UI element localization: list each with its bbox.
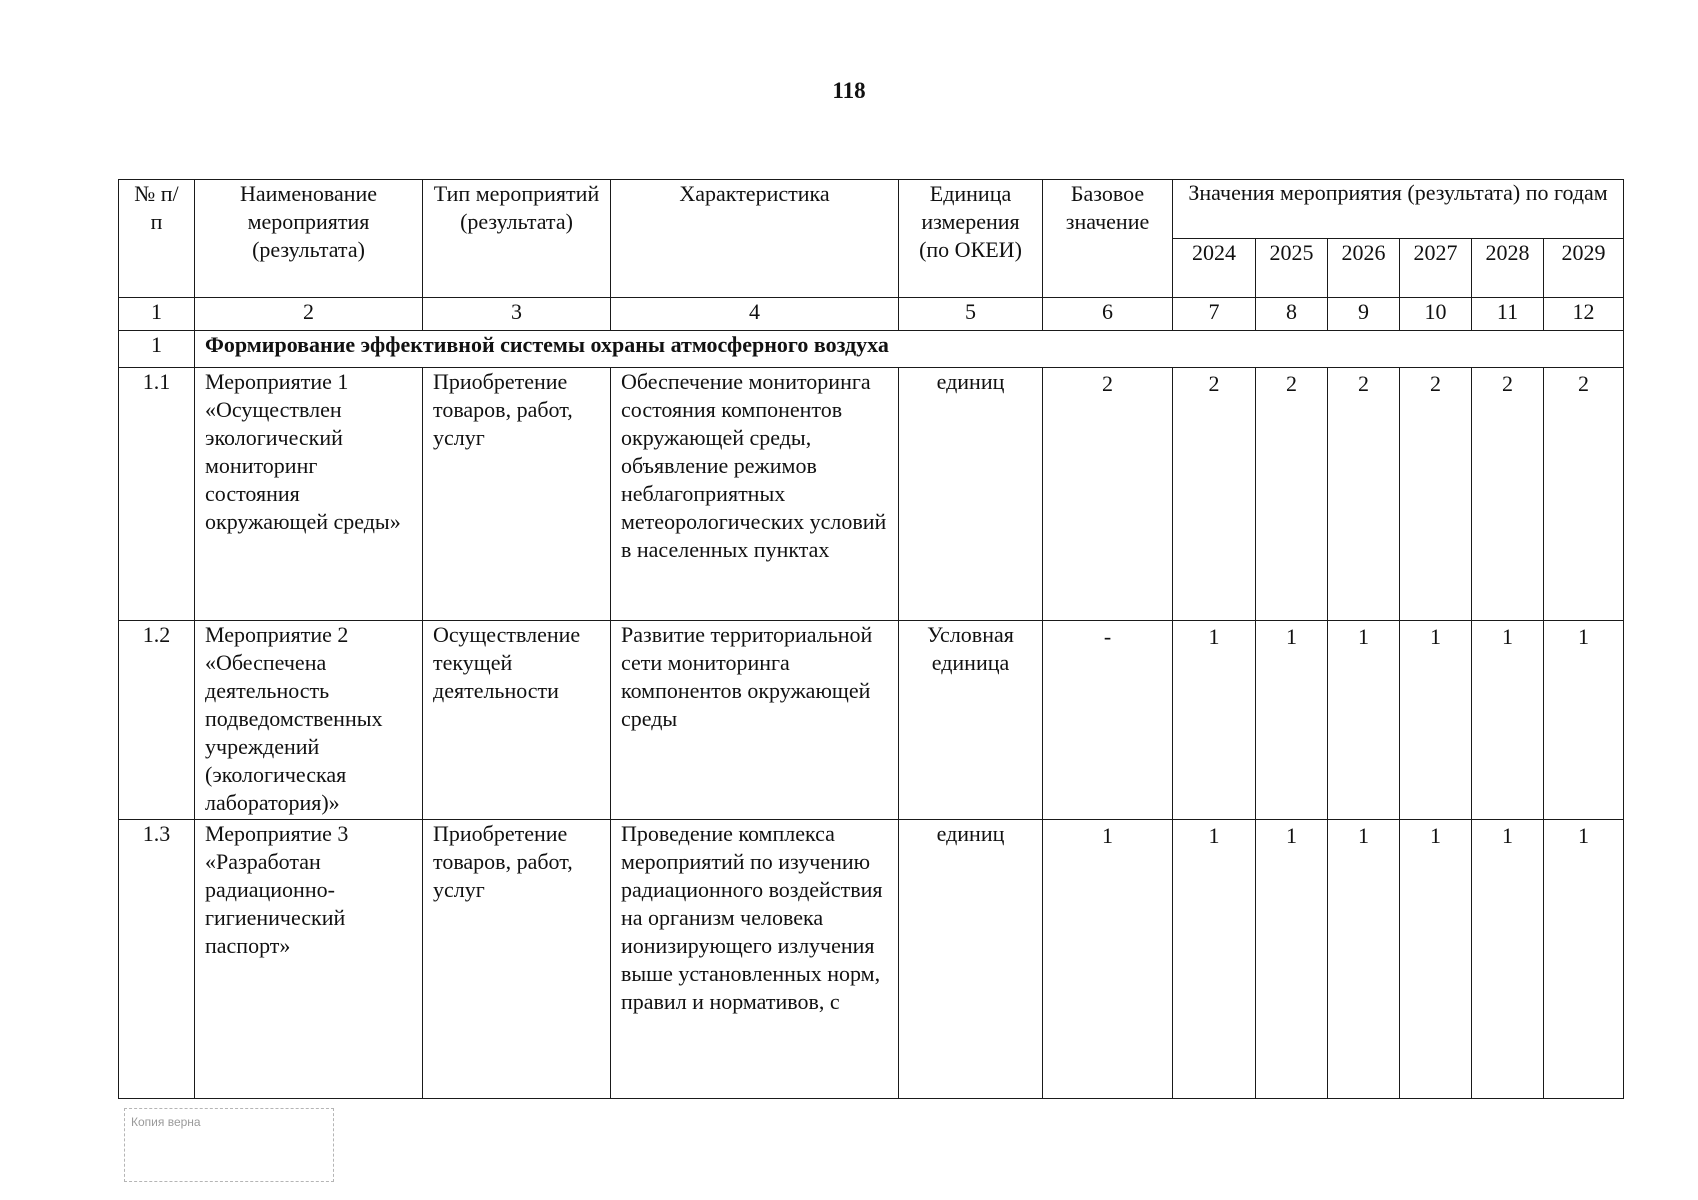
header-year: 2026: [1328, 239, 1400, 298]
table-row: [119, 820, 1624, 1099]
column-number: 3: [423, 298, 611, 331]
header-characteristic: Характеристика: [611, 180, 899, 298]
row-value: 1: [1256, 820, 1328, 1099]
row-value: 1: [1328, 820, 1400, 1099]
row-value: 2: [1256, 368, 1328, 621]
stamp-line: Копия верна: [131, 1115, 201, 1129]
column-number: 6: [1043, 298, 1173, 331]
column-number-row: [119, 298, 1624, 331]
row-name: Мероприятие 2 «Обеспечена деятельность подведомственных учреждений (экологическая лаборатория)»: [195, 621, 423, 820]
row-value: 1: [1472, 820, 1544, 1099]
column-number: 10: [1400, 298, 1472, 331]
table-row: [119, 621, 1624, 820]
row-value: 1: [1256, 621, 1328, 820]
column-number: 2: [195, 298, 423, 331]
header-year: 2029: [1544, 239, 1624, 298]
column-number: 4: [611, 298, 899, 331]
row-value: 1: [1173, 621, 1256, 820]
row-value: 1: [1173, 820, 1256, 1099]
header-num: № п/п: [119, 180, 195, 298]
column-number: 7: [1173, 298, 1256, 331]
row-unit: единиц: [899, 368, 1043, 621]
column-number: 12: [1544, 298, 1624, 331]
header-unit: Единица измерения (по ОКЕИ): [899, 180, 1043, 298]
row-name: Мероприятие 3 «Разработан радиационно-гигиенический паспорт»: [195, 820, 423, 1099]
header-year: 2028: [1472, 239, 1544, 298]
row-num: 1.1: [119, 368, 195, 621]
header-type: Тип мероприятий (результата): [423, 180, 611, 298]
measures-table: [118, 179, 1624, 1099]
row-value: 1: [1400, 621, 1472, 820]
row-value: 2: [1472, 368, 1544, 621]
section-row: [119, 331, 1624, 368]
section-title: Формирование эффективной системы охраны атмосферного воздуха: [195, 331, 1624, 368]
row-characteristic: Проведение комплекса мероприятий по изучению радиационного воздействия на организм человека ионизирующего излучения выше установленных норм, правил и нормативов, с: [611, 820, 899, 1099]
header-row-1: [119, 180, 1624, 239]
row-value: 2: [1544, 368, 1624, 621]
header-name: Наименование мероприятия (результата): [195, 180, 423, 298]
row-type: Осуществление текущей деятельности: [423, 621, 611, 820]
row-name: Мероприятие 1 «Осуществлен экологический мониторинг состояния окружающей среды»: [195, 368, 423, 621]
header-year: 2024: [1173, 239, 1256, 298]
table-row: [119, 368, 1624, 621]
row-num: 1.3: [119, 820, 195, 1099]
page-number: 118: [832, 78, 866, 103]
column-number: 9: [1328, 298, 1400, 331]
row-base: -: [1043, 621, 1173, 820]
row-unit: Условная единица: [899, 621, 1043, 820]
row-value: 1: [1328, 621, 1400, 820]
row-base: 1: [1043, 820, 1173, 1099]
row-base: 2: [1043, 368, 1173, 621]
row-value: 1: [1544, 820, 1624, 1099]
column-number: 1: [119, 298, 195, 331]
row-value: 1: [1544, 621, 1624, 820]
section-num: 1: [119, 331, 195, 368]
header-year: 2025: [1256, 239, 1328, 298]
column-number: 5: [899, 298, 1043, 331]
row-num: 1.2: [119, 621, 195, 820]
row-type: Приобретение товаров, работ, услуг: [423, 820, 611, 1099]
row-value: 2: [1328, 368, 1400, 621]
row-value: 2: [1400, 368, 1472, 621]
row-characteristic: Обеспечение мониторинга состояния компонентов окружающей среды, объявление режимов неблагоприятных метеорологических условий в населенных пунктах: [611, 368, 899, 621]
column-number: 8: [1256, 298, 1328, 331]
row-value: 2: [1173, 368, 1256, 621]
copy-stamp: [124, 1108, 334, 1182]
row-type: Приобретение товаров, работ, услуг: [423, 368, 611, 621]
row-value: 1: [1472, 621, 1544, 820]
row-value: 1: [1400, 820, 1472, 1099]
header-values-group: Значения мероприятия (результата) по годам: [1173, 180, 1624, 239]
header-base: Базовое значение: [1043, 180, 1173, 298]
column-number: 11: [1472, 298, 1544, 331]
header-year: 2027: [1400, 239, 1472, 298]
row-characteristic: Развитие территориальной сети мониторинга компонентов окружающей среды: [611, 621, 899, 820]
row-unit: единиц: [899, 820, 1043, 1099]
